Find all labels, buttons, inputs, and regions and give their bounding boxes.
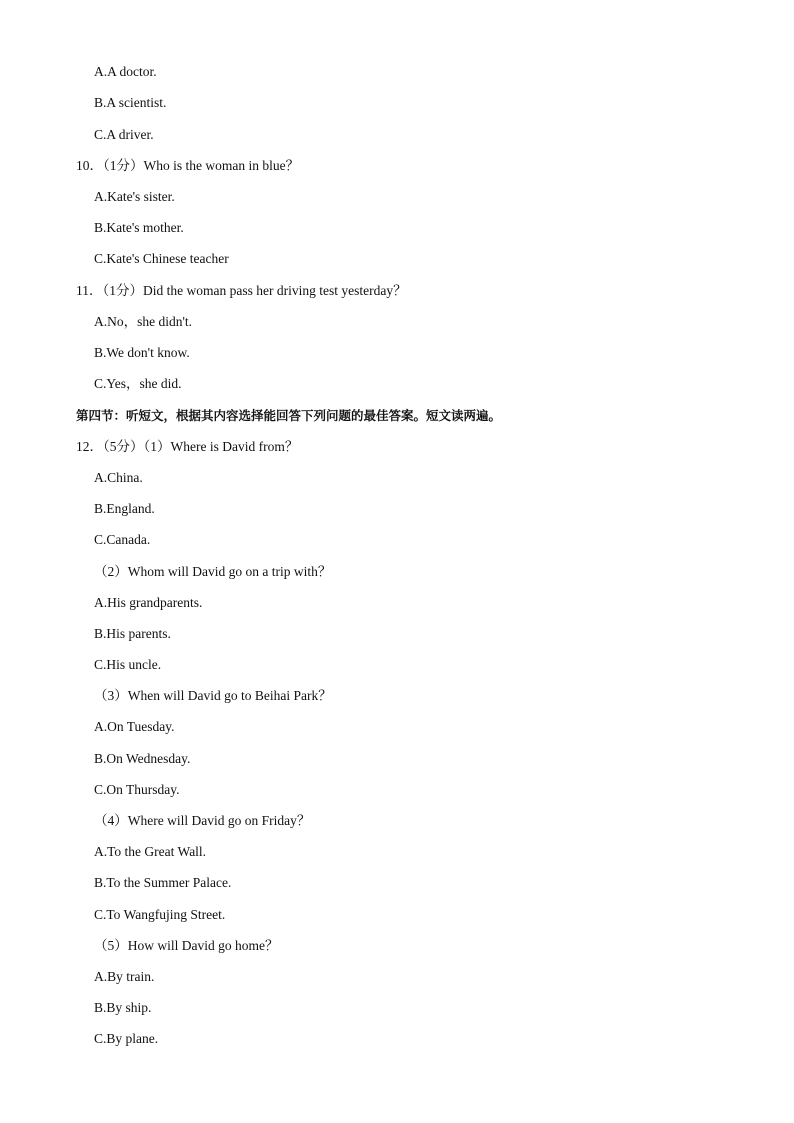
q12-3-option-c: C.On Thursday. — [94, 782, 180, 797]
q9-option-a: A.A doctor. — [94, 64, 157, 79]
q12-5-option-c: C.By plane. — [94, 1031, 159, 1046]
q12-3-option-a: A.On Tuesday. — [94, 719, 175, 734]
q12-4-option-b: B.To the Summer Palace. — [94, 875, 232, 890]
q11-option-b: B.We don't know. — [94, 345, 190, 360]
q12-sub3: （3）When will David go to Beihai Park？ — [94, 688, 332, 703]
q12-stem: 12．（5分）（1）Where is David from？ — [76, 439, 299, 454]
q11-stem: 11．（1分）Did the woman pass her driving test yesterday？ — [76, 283, 407, 298]
q11-option-c: C.Yes，she did. — [94, 376, 182, 391]
q12-sub4: （4）Where will David go on Friday？ — [94, 813, 311, 828]
q12-4-option-c: C.To Wangfujing Street. — [94, 907, 226, 922]
q9-option-c: C.A driver. — [94, 127, 154, 142]
section-heading: 第四节：听短文，根据其内容选择能回答下列问题的最佳答案。短文读两遍。 — [76, 408, 502, 423]
q12-4-option-a: A.To the Great Wall. — [94, 844, 207, 859]
q12-sub5: （5）How will David go home？ — [94, 938, 279, 953]
q12-2-option-a: A.His grandparents. — [94, 595, 203, 610]
q12-5-option-a: A.By train. — [94, 969, 155, 984]
q10-option-a: A.Kate's sister. — [94, 189, 175, 204]
q12-sub2: （2）Whom will David go on a trip with？ — [94, 564, 332, 579]
q12-2-option-c: C.His uncle. — [94, 657, 162, 672]
q12-1-option-b: B.England. — [94, 501, 155, 516]
q10-option-b: B.Kate's mother. — [94, 220, 184, 235]
q12-5-option-b: B.By ship. — [94, 1000, 152, 1015]
q12-3-option-b: B.On Wednesday. — [94, 751, 191, 766]
q9-option-b: B.A scientist. — [94, 95, 167, 110]
q11-option-a: A.No，she didn't. — [94, 314, 193, 329]
q12-1-option-c: C.Canada. — [94, 532, 151, 547]
q10-option-c: C.Kate's Chinese teacher — [94, 251, 229, 266]
q12-1-option-a: A.China. — [94, 470, 143, 485]
q10-stem: 10．（1分）Who is the woman in blue？ — [76, 158, 300, 173]
q12-2-option-b: B.His parents. — [94, 626, 171, 641]
